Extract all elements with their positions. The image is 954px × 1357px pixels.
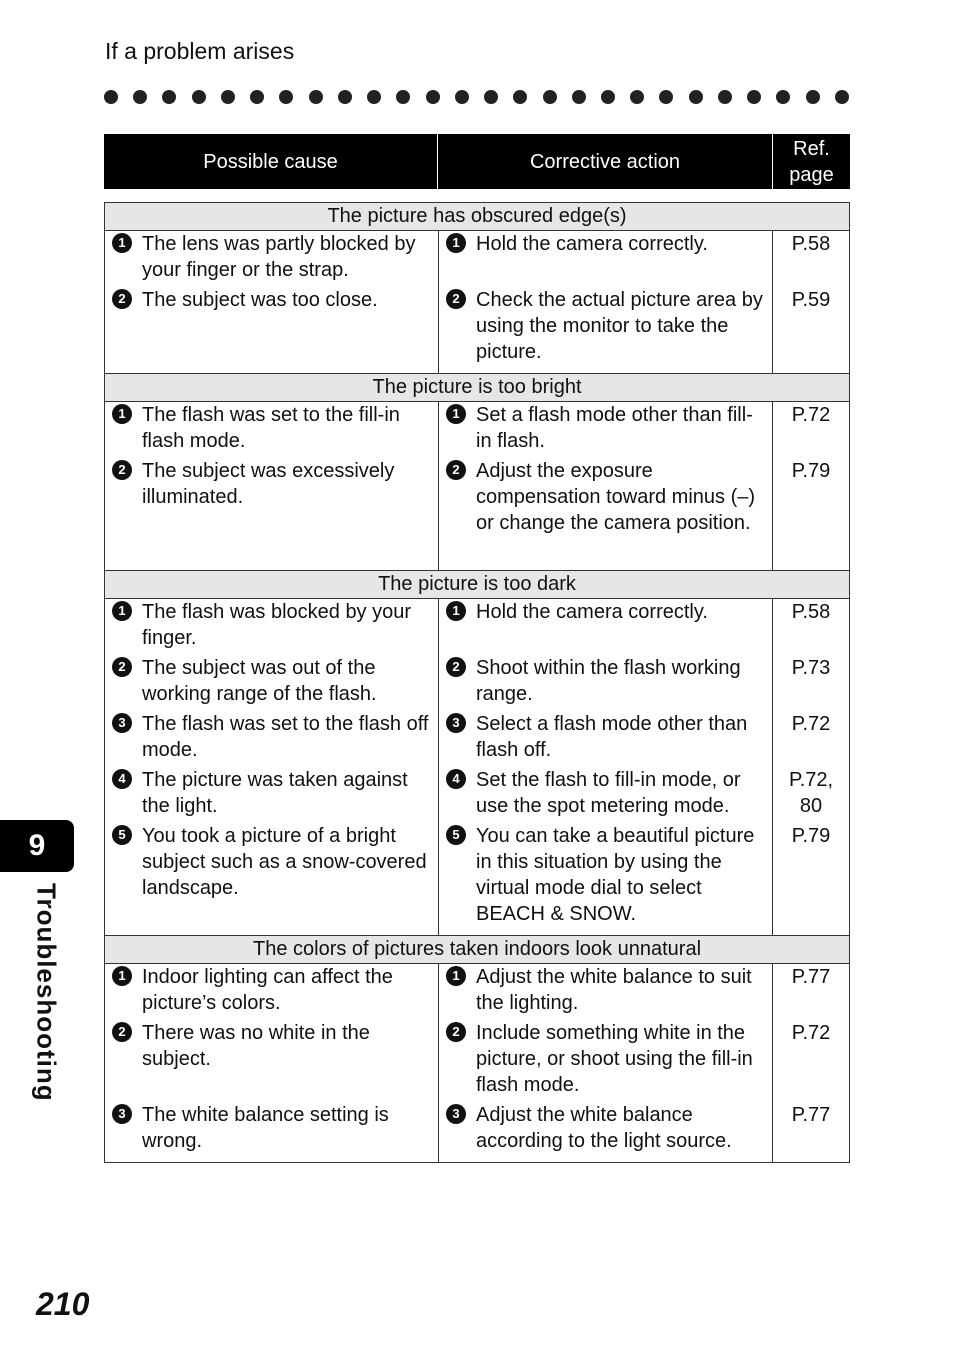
- column-ref: [772, 231, 849, 373]
- number-bullet-icon: 2: [446, 657, 466, 677]
- action-entry: [439, 458, 772, 566]
- cause-text: You took a picture of a bright subject such as a snow-covered landscape.: [142, 825, 427, 899]
- number-bullet-icon: 1: [112, 233, 132, 253]
- column-cause: [105, 231, 438, 373]
- ref-page: P.72, 80: [788, 769, 834, 817]
- cause-entry: [105, 823, 438, 931]
- number-bullet-icon: 1: [112, 404, 132, 424]
- divider-dot: [338, 90, 352, 104]
- action-entry: [439, 823, 772, 931]
- cause-entry: [105, 458, 438, 566]
- divider-dot: [543, 90, 557, 104]
- divider-dot: [513, 90, 527, 104]
- action-entry: [439, 655, 772, 711]
- running-head: If a problem arises: [105, 38, 295, 64]
- number-bullet-icon: 1: [446, 233, 466, 253]
- divider-dot: [104, 90, 118, 104]
- number-bullet-icon: 3: [446, 713, 466, 733]
- ref-page: P.58: [791, 601, 831, 623]
- cause-text: Indoor lighting can affect the picture’s colors.: [142, 966, 393, 1014]
- ref-page: P.58: [791, 233, 831, 255]
- section-title: The colors of pictures taken indoors look unnatural: [105, 935, 849, 964]
- cause-text: The white balance setting is wrong.: [142, 1104, 389, 1152]
- section-body: [105, 964, 849, 1162]
- table-section: [105, 203, 849, 373]
- action-text: You can take a beautiful picture in this situation by using the virtual mode dial to select BEACH & SNOW.: [476, 825, 755, 925]
- divider-dot: [309, 90, 323, 104]
- cause-text: The flash was set to the flash off mode.: [142, 713, 429, 761]
- action-entry: [439, 1102, 772, 1158]
- action-text: Hold the camera correctly.: [476, 601, 708, 623]
- cause-entry: [105, 1102, 438, 1158]
- chapter-number-tab: 9: [0, 820, 74, 872]
- chapter-label-text: Troubleshooting: [31, 883, 62, 1102]
- column-action: [438, 599, 772, 935]
- divider-dot: [572, 90, 586, 104]
- action-text: Shoot within the flash working range.: [476, 657, 741, 705]
- number-bullet-icon: 2: [112, 657, 132, 677]
- header-corrective-action: Corrective action: [437, 134, 772, 189]
- column-cause: [105, 599, 438, 935]
- cause-entry: [105, 767, 438, 823]
- cause-text: The lens was partly blocked by your finger or the strap.: [142, 233, 416, 281]
- ref-page: P.72: [791, 1022, 831, 1044]
- number-bullet-icon: 2: [112, 460, 132, 480]
- cause-text: The flash was set to the fill-in flash mode.: [142, 404, 400, 452]
- number-bullet-icon: 3: [446, 1104, 466, 1124]
- number-bullet-icon: 5: [446, 825, 466, 845]
- divider-dot: [250, 90, 264, 104]
- action-text: Adjust the exposure compensation toward minus (–) or change the camera position.: [476, 460, 756, 534]
- section-body: [105, 231, 849, 373]
- divider-dot: [396, 90, 410, 104]
- action-text: Include something white in the picture, or shoot using the fill-in flash mode.: [476, 1022, 753, 1096]
- action-text: Check the actual picture area by using the monitor to take the picture.: [476, 289, 763, 363]
- column-action: [438, 231, 772, 373]
- divider-dot: [718, 90, 732, 104]
- divider-dot: [133, 90, 147, 104]
- number-bullet-icon: 2: [112, 1022, 132, 1042]
- column-ref: [772, 599, 849, 935]
- section-body: [105, 402, 849, 570]
- divider-dot: [776, 90, 790, 104]
- action-entry: [439, 767, 772, 823]
- action-entry: [439, 964, 772, 1020]
- number-bullet-icon: 2: [446, 289, 466, 309]
- cause-entry: [105, 655, 438, 711]
- number-bullet-icon: 1: [446, 966, 466, 986]
- section-title: The picture has obscured edge(s): [105, 203, 849, 231]
- number-bullet-icon: 3: [112, 713, 132, 733]
- cause-text: There was no white in the subject.: [142, 1022, 370, 1070]
- cause-entry: [105, 402, 438, 458]
- divider-dot: [279, 90, 293, 104]
- section-title: The picture is too dark: [105, 570, 849, 599]
- number-bullet-icon: 2: [112, 289, 132, 309]
- action-text: Set a flash mode other than fill-in flash.: [476, 404, 753, 452]
- ref-page: P.77: [791, 1104, 831, 1126]
- column-ref: [772, 402, 849, 570]
- table-section: [105, 935, 849, 1162]
- action-text: Hold the camera correctly.: [476, 233, 708, 255]
- divider-dot: [806, 90, 820, 104]
- number-bullet-icon: 2: [446, 1022, 466, 1042]
- chapter-label: [26, 883, 66, 1103]
- divider-dot: [455, 90, 469, 104]
- action-entry: [439, 711, 772, 767]
- divider-dot: [484, 90, 498, 104]
- number-bullet-icon: 4: [446, 769, 466, 789]
- action-text: Set the flash to fill-in mode, or use the spot metering mode.: [476, 769, 741, 817]
- cause-entry: [105, 964, 438, 1020]
- table-section: [105, 570, 849, 935]
- divider-dot: [162, 90, 176, 104]
- ref-page: P.79: [791, 825, 831, 847]
- cause-entry: [105, 231, 438, 287]
- divider-dot: [367, 90, 381, 104]
- table-header: [104, 134, 850, 189]
- divider-dot: [659, 90, 673, 104]
- header-ref-page: Ref. page: [772, 134, 850, 189]
- action-entry: [439, 599, 772, 655]
- number-bullet-icon: 5: [112, 825, 132, 845]
- dot-divider: [104, 90, 849, 106]
- divider-dot: [221, 90, 235, 104]
- cause-entry: [105, 711, 438, 767]
- divider-dot: [630, 90, 644, 104]
- ref-page: P.77: [791, 966, 831, 988]
- cause-text: The subject was out of the working range of the flash.: [142, 657, 377, 705]
- number-bullet-icon: 1: [112, 966, 132, 986]
- number-bullet-icon: 1: [112, 601, 132, 621]
- number-bullet-icon: 2: [446, 460, 466, 480]
- ref-page: P.72: [791, 713, 831, 735]
- section-title: The picture is too bright: [105, 373, 849, 402]
- cause-entry: [105, 287, 438, 369]
- action-text: Adjust the white balance according to the light source.: [476, 1104, 732, 1152]
- number-bullet-icon: 4: [112, 769, 132, 789]
- column-action: [438, 402, 772, 570]
- section-body: [105, 599, 849, 935]
- number-bullet-icon: 3: [112, 1104, 132, 1124]
- cause-text: The picture was taken against the light.: [142, 769, 408, 817]
- troubleshooting-table: [104, 202, 850, 1163]
- ref-page: P.73: [791, 657, 831, 679]
- action-text: Adjust the white balance to suit the lighting.: [476, 966, 752, 1014]
- header-possible-cause: Possible cause: [104, 134, 437, 189]
- column-cause: [105, 402, 438, 570]
- divider-dot: [835, 90, 849, 104]
- divider-dot: [192, 90, 206, 104]
- cause-entry: [105, 599, 438, 655]
- column-cause: [105, 964, 438, 1162]
- divider-dot: [747, 90, 761, 104]
- ref-page: P.72: [791, 404, 831, 426]
- divider-dot: [426, 90, 440, 104]
- cause-text: The subject was too close.: [142, 289, 378, 311]
- action-entry: [439, 231, 772, 287]
- cause-entry: [105, 1020, 438, 1102]
- action-entry: [439, 1020, 772, 1102]
- ref-page: P.79: [791, 460, 831, 482]
- action-entry: [439, 402, 772, 458]
- cause-text: The subject was excessively illuminated.: [142, 460, 395, 508]
- number-bullet-icon: 1: [446, 404, 466, 424]
- action-text: Select a flash mode other than flash off.: [476, 713, 748, 761]
- page-number: 210: [36, 1286, 90, 1322]
- divider-dot: [601, 90, 615, 104]
- column-action: [438, 964, 772, 1162]
- number-bullet-icon: 1: [446, 601, 466, 621]
- table-section: [105, 373, 849, 570]
- cause-text: The flash was blocked by your finger.: [142, 601, 412, 649]
- action-entry: [439, 287, 772, 369]
- ref-page: P.59: [791, 289, 831, 311]
- column-ref: [772, 964, 849, 1162]
- divider-dot: [689, 90, 703, 104]
